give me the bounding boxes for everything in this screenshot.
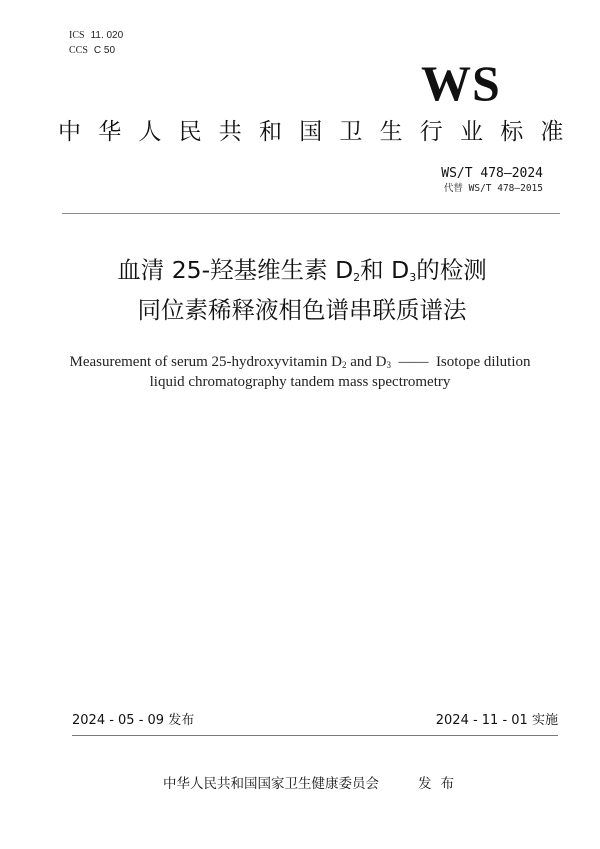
publish-label: 发布 (168, 713, 195, 728)
en-title-line-2: liquid chromatography tandem mass spectrometry (149, 374, 451, 390)
en-title-text: and D (346, 354, 387, 370)
subscript: 2 (341, 360, 347, 370)
zh-title-line-1 (0, 256, 600, 284)
replaces-label: 代替 (443, 183, 463, 194)
effective-date-line (436, 712, 558, 730)
issuing-authority: 中华人民共和国国家卫生健康委员会 (163, 776, 379, 792)
subscript: 3 (386, 360, 391, 370)
en-title-text: —— Isotope dilution (390, 354, 531, 370)
en-title-line-1 (0, 352, 600, 372)
zh-title-text: 和 D (360, 256, 410, 284)
ws-logo: WS (421, 55, 501, 111)
publish-date-line (72, 712, 194, 730)
header-divider (62, 213, 560, 214)
ccs-label: CCS (69, 45, 88, 56)
en-title-text: Measurement of serum 25-hydroxyvitamin D (69, 354, 342, 370)
publish-date: 2024 - 05 - 09 (72, 713, 165, 728)
effective-date: 2024 - 11 - 01 (435, 713, 528, 728)
standard-type-title: 中华人民共和国卫生行业标准 (58, 119, 581, 145)
subscript: 3 (409, 271, 417, 284)
standard-code: WS/T 478—2024 (441, 166, 543, 181)
zh-title-text: 的检测 (416, 256, 487, 284)
subscript: 2 (353, 271, 361, 284)
zh-title-text: 血清 25-羟基维生素 D (117, 256, 354, 284)
zh-title-line-2: 同位素稀释液相色谱串联质谱法 (137, 296, 467, 324)
footer-divider (72, 735, 558, 736)
ccs-classification (69, 45, 115, 57)
ics-value: 11. 020 (90, 30, 124, 41)
ics-classification (69, 30, 123, 42)
replaces-line (444, 183, 543, 195)
replaces-code: WS/T 478—2015 (468, 183, 543, 194)
ics-label: ICS (69, 30, 85, 41)
issue-verb: 发布 (418, 776, 463, 792)
effective-label: 实施 (531, 713, 558, 728)
ccs-value: C 50 (93, 45, 116, 56)
